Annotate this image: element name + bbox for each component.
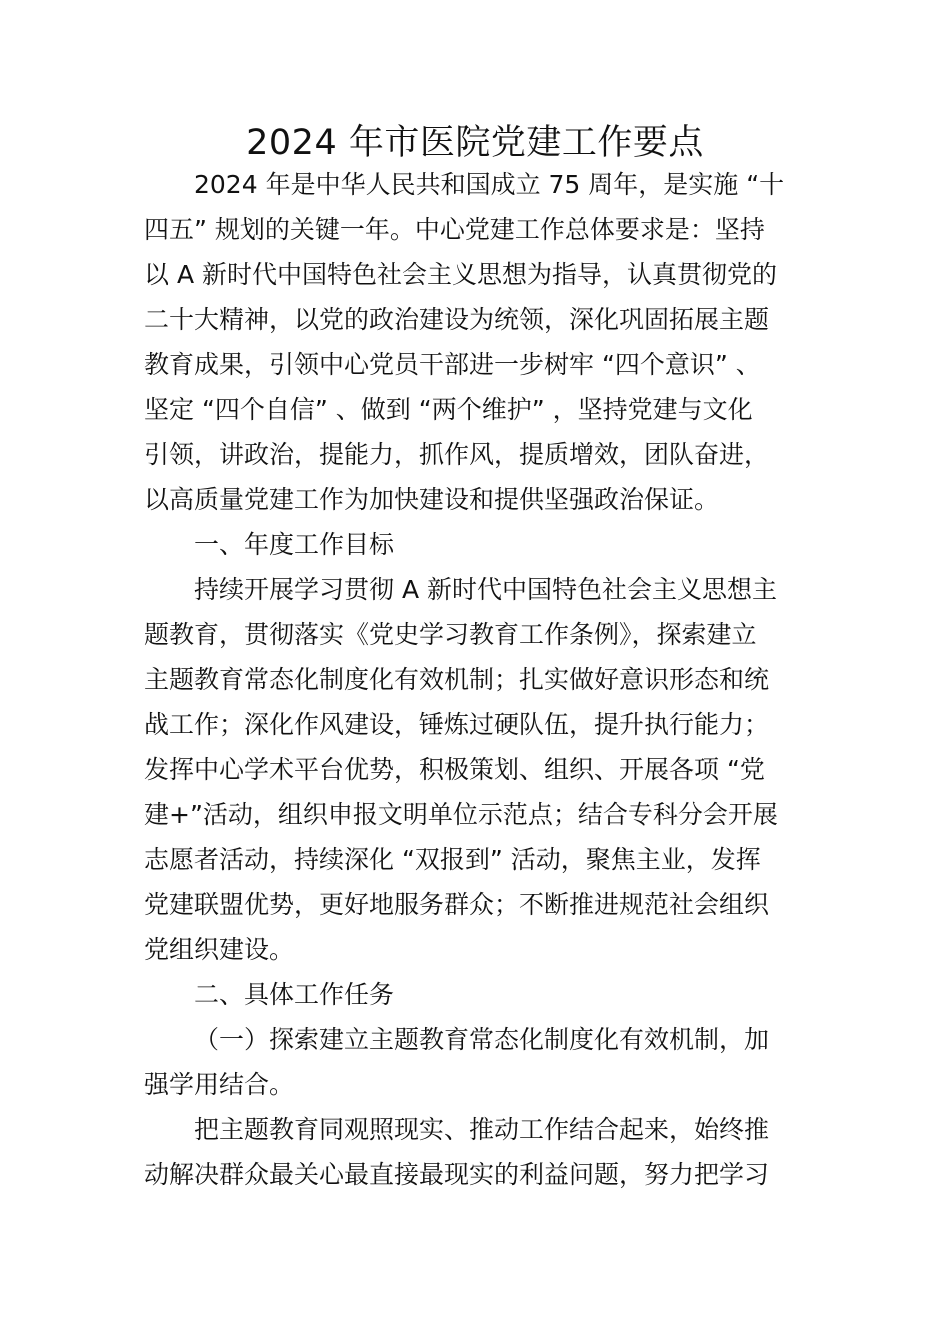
text-line: 二十大精神，以党的政治建设为统领，深化巩固拓展主题 <box>144 305 770 334</box>
text-line: 坚定 “四个自信” 、做到 “两个维护” ，坚持党建与文化 <box>144 395 753 424</box>
section-heading: 一、年度工作目标 <box>194 530 395 559</box>
text-line: 主题教育常态化制度化有效机制；扎实做好意识形态和统 <box>144 665 770 694</box>
text-line: 党组织建设。 <box>144 935 295 964</box>
text-line: 强学用结合。 <box>144 1070 295 1099</box>
text-line: 四五” 规划的关键一年。中心党建工作总体要求是：坚持 <box>144 215 765 244</box>
text-line: 题教育，贯彻落实《党史学习教育工作条例》，探索建立 <box>144 620 757 649</box>
text-line: 引领，讲政治，提能力，抓作风，提质增效，团队奋进， <box>144 440 770 469</box>
text-line: 动解决群众最关心最直接最现实的利益问题，努力把学习 <box>144 1160 770 1189</box>
text-line: 志愿者活动，持续深化 “双报到” 活动，聚焦主业，发挥 <box>144 845 761 874</box>
text-line: 2024 年是中华人民共和国成立 75 周年，是实施 “十 <box>194 170 785 199</box>
document-body <box>144 162 794 1197</box>
text-line: 以 A 新时代中国特色社会主义思想为指导，认真贯彻党的 <box>144 260 777 289</box>
text-line: 党建联盟优势，更好地服务群众；不断推进规范社会组织 <box>144 890 770 919</box>
text-line: 以高质量党建工作为加快建设和提供坚强政治保证。 <box>144 485 720 514</box>
document-title: 2024 年市医院党建工作要点 <box>246 123 704 163</box>
text-line: 教育成果，引领中心党员干部进一步树牢 “四个意识” 、 <box>144 350 761 379</box>
text-line: 把主题教育同观照现实、推动工作结合起来，始终推 <box>194 1115 770 1144</box>
text-line: 持续开展学习贯彻 A 新时代中国特色社会主义思想主 <box>194 575 777 604</box>
subsection-heading: （一）探索建立主题教育常态化制度化有效机制，加 <box>194 1025 770 1054</box>
section-heading: 二、具体工作任务 <box>194 980 395 1009</box>
text-line: 发挥中心学术平台优势，积极策划、组织、开展各项 “党 <box>144 755 765 784</box>
text-line: 战工作；深化作风建设，锤炼过硬队伍，提升执行能力； <box>144 710 770 739</box>
text-line: 建+”活动，组织申报文明单位示范点；结合专科分会开展 <box>144 800 778 829</box>
